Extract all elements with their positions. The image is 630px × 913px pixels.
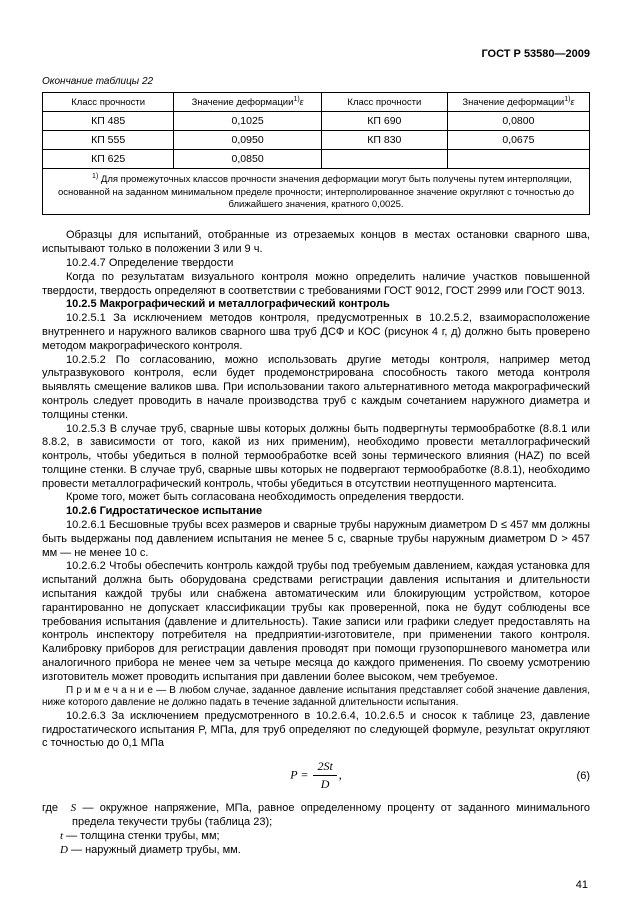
- where-item: D — наружный диаметр трубы, мм.: [60, 843, 241, 856]
- equation-number: (6): [576, 769, 590, 782]
- paragraph: Кроме того, может быть согласована необходимость определения твердости.: [66, 491, 465, 504]
- body-text: [42, 229, 590, 751]
- table-footnote: $^{1)}$ Для промежуточных классов прочности значения деформации могут быть получены путем интерполяции, основанной на заданном минимальном пределе прочности; интерполированное значение округляют с точностью до ближайшего значения, кратного 0,0025.: [43, 169, 590, 215]
- formula: [42, 759, 590, 792]
- cell-class: КП 625: [43, 150, 174, 169]
- paragraph: 10.2.6.2 Чтобы обеспечить контроль каждой трубы под требуемым давлением, каждая установка для испытаний должна быть оборудована средствами регистрации давления испытания и длительности испытания каждой трубы или снабжена автоматическим или блокирующим устройством, которое гарантированно не допускает классификации трубы как проверенной, пока не будут соблюдены все требования испытания (давление и длительность). Такие записи или графики следует предоставлять на контроль инспектору потребителя на предприятии-изготовителе, при применении такого контроля. Калибровку приборов для регистрации давления проводят при помощи грузопоршневого манометра или аналогичного прибора не менее чем за четыре месяца до каждого применения. По своему усмотрению изготовитель может проводить испытания при давлении более высоком, чем требуемое.: [42, 560, 590, 683]
- cell-class: КП 555: [43, 131, 174, 150]
- document-number: ГОСТ Р 53580—2009: [481, 48, 590, 60]
- cell-class: КП 830: [321, 131, 447, 150]
- table-row: [43, 131, 590, 150]
- paragraph: 10.2.5.1 За исключением методов контроля, предусмотренных в 10.2.5.2, взаиморасположение внутреннего и наружного валиков сварного шва труб ДСФ и КОС (рисунок 4 г, д) должно быть проверено методом макрографического контроля.: [42, 312, 590, 352]
- formula-expression: P = $\frac{2St}{D}$ ,: [290, 759, 342, 792]
- cell-value: 0,0850: [174, 150, 322, 169]
- paragraph: 10.2.5.3 В случае труб, сварные швы которых должны быть подвергнуты термообработке (8.8.1 или 8.8.2, в зависимости от того, какой из них применим), необходимо провести металлографический контроль, чтобы убедиться в полной термообработке всей зоны термического влияния (HAZ) по всей толщине стенки. В случае труб, сварные швы которых не подвергают термообработке (8.8.1), необходимо провести металлографический контроль, чтобы убедиться в отсутствии неотпущенного мартенсита.: [42, 422, 590, 490]
- paragraph: 10.2.6.1 Бесшовные трубы всех размеров и сварные трубы наружным диаметром D ≤ 457 мм должны быть выдержаны под давлением испытания не менее 5 с, сварные трубы наружным диаметром D > 457 мм — не менее 10 с.: [42, 519, 590, 559]
- section-heading: 10.2.5 Макрографический и металлографический контроль: [66, 298, 390, 311]
- table-footnote-row: [43, 169, 590, 215]
- table-row: [43, 150, 590, 169]
- column-header-class: Класс прочности: [43, 93, 174, 112]
- paragraph: 10.2.5.2 По согласованию, можно использовать другие методы контроля, например метод ультразвукового контроля, если будет продемонстрирована способность такого метода контроля выявлять смещение валиков шва. При использовании такого альтернативного метода макрографический контроль следует проводить в начале производства труб с каждым сочетанием наружного диаметра и толщины стенки.: [42, 353, 590, 421]
- cell-class: КП 485: [43, 112, 174, 131]
- column-header-value: Значение деформации$^{1)}$ε: [174, 93, 322, 112]
- paragraph: Образцы для испытаний, отобранные из отрезаемых концов в местах остановки сварного шва, испытывают только в положении 3 или 9 ч.: [42, 229, 590, 256]
- note-paragraph: П р и м е ч а н и е — В любом случае, заданное давление испытания представляет собой значение давления, ниже которого давление не должно падать в течение заданной длительности испытания.: [42, 684, 590, 709]
- cell-value: [447, 150, 589, 169]
- column-header-class: Класс прочности: [321, 93, 447, 112]
- table-row: [43, 112, 590, 131]
- section-heading: 10.2.6 Гидростатическое испытание: [66, 505, 263, 518]
- formula-fraction: $\frac{2St}{D}$: [313, 759, 336, 792]
- cell-class: КП 690: [321, 112, 447, 131]
- cell-value: 0,0675: [447, 131, 589, 150]
- paragraph: 10.2.6.3 За исключением предусмотренного в 10.2.6.4, 10.2.6.5 и сносок к таблице 23, давление гидростатического испытания P, МПа, для труб определяют по следующей формуле, результат округляют с точностью до 0,1 МПа: [42, 709, 590, 750]
- where-item: t — толщина стенки трубы, мм;: [60, 829, 220, 842]
- where-clause: [42, 802, 590, 857]
- cell-value: 0,1025: [174, 112, 322, 131]
- cell-value: 0,0800: [447, 112, 589, 131]
- column-header-value: Значение деформации$^{1)}$ε: [447, 93, 589, 112]
- table-caption: Окончание таблицы 22: [42, 76, 154, 87]
- formula-lhs: P: [290, 767, 298, 782]
- paragraph: 10.2.4.7 Определение твердости: [66, 256, 234, 269]
- paragraph: Когда по результатам визуального контроля можно определить наличие участков повышенной твердости, твердость определяют в соответствии с требованиями ГОСТ 9012, ГОСТ 2999 или ГОСТ 9013.: [42, 270, 590, 297]
- page-number: 41: [575, 879, 588, 891]
- where-item: где S — окружное напряжение, МПа, равное определенному проценту от заданного минимального предела текучести трубы (таблица 23);: [42, 802, 590, 829]
- table-header-row: [43, 93, 590, 112]
- cell-value: 0,0950: [174, 131, 322, 150]
- deformation-values-table: [42, 92, 590, 215]
- cell-class: [321, 150, 447, 169]
